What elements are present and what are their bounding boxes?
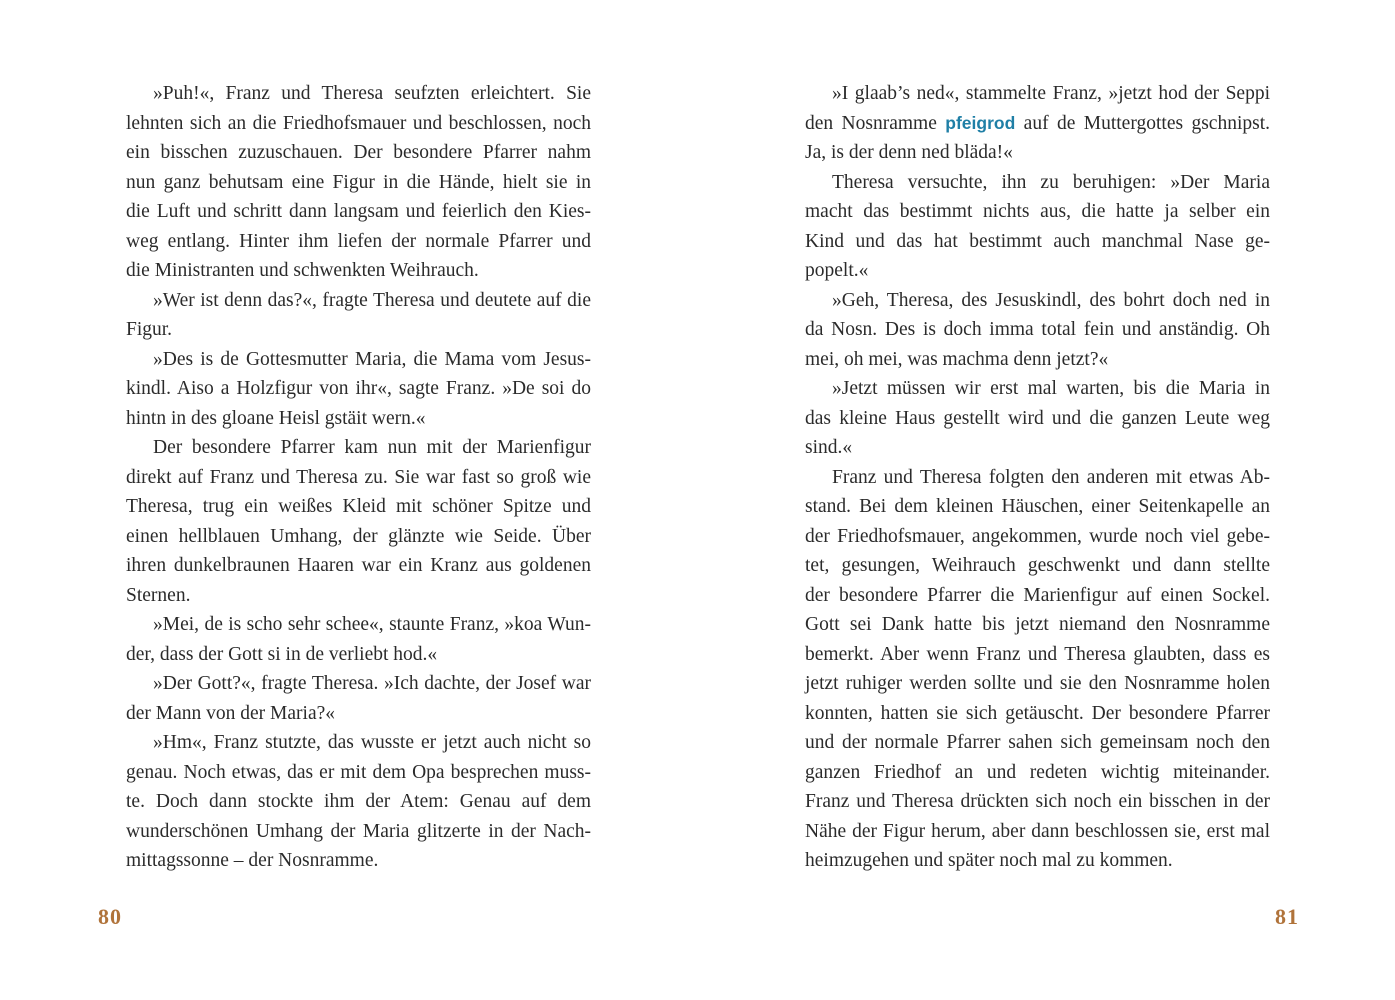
- text-line: konnten, hatten sie sich getäuscht. Der besondere Pfarrer: [805, 702, 1270, 724]
- text-line: lehnten sich an die Friedhofsmauer und beschlossen, noch: [126, 112, 591, 134]
- left-page: [0, 0, 697, 1000]
- text-line: Ja, is der denn ned bläda!«: [805, 142, 1013, 163]
- text-line: »Hm«, Franz stutzte, das wusste er jetzt auch nicht so: [153, 732, 591, 753]
- right-page: [697, 0, 1395, 1000]
- text-line: der Friedhofsmauer, angekommen, wurde noch viel gebe-: [805, 525, 1270, 547]
- text-line: popelt.«: [805, 260, 869, 281]
- text-line: jetzt ruhiger werden sollte und sie den Nosnramme holen: [805, 673, 1270, 694]
- text-line: kindl. Aiso a Holzfigur von ihr«, sagte Franz. »De soi do: [126, 378, 591, 399]
- text-line: »Wer ist denn das?«, fragte Theresa und deutete auf die: [153, 289, 591, 311]
- text-line: einen hellblauen Umhang, der glänzte wie Seide. Über: [126, 525, 591, 547]
- text-line: »Des is de Gottesmutter Maria, die Mama vom Jesus-: [153, 348, 591, 370]
- text-line: »Jetzt müssen wir erst mal warten, bis die Maria in: [832, 378, 1270, 399]
- text-segment: auf de Muttergottes gschnipst.: [1015, 112, 1270, 134]
- right-page-text: [805, 79, 1270, 876]
- text-line: der besondere Pfarrer die Marienfigur auf einen Sockel.: [805, 584, 1270, 606]
- text-line-with-highlight: [805, 109, 1270, 139]
- text-line: macht das bestimmt nichts aus, die hatte ja selber ein: [805, 201, 1270, 222]
- page-number-right: 81: [1275, 904, 1299, 929]
- left-page-text: [126, 79, 591, 876]
- text-line: »Geh, Theresa, des Jesuskindl, des bohrt doch ned in: [832, 289, 1270, 311]
- text-line: ganzen Friedhof an und redeten wichtig miteinander.: [805, 761, 1270, 783]
- text-line: das kleine Haus gestellt wird und die ganzen Leute weg: [805, 407, 1270, 429]
- text-line: direkt auf Franz und Theresa zu. Sie war fast so groß wie: [126, 466, 591, 488]
- text-line: Sternen.: [126, 584, 191, 606]
- text-line: sind.«: [805, 437, 853, 458]
- text-line: ein bisschen zuzuschauen. Der besondere Pfarrer nahm: [126, 142, 591, 163]
- text-line: die Ministranten und schwenkten Weihrauch.: [126, 260, 479, 281]
- page-number-left: 80: [98, 904, 122, 929]
- text-line: der Mann von der Maria?«: [126, 702, 336, 724]
- text-line: Figur.: [126, 319, 173, 340]
- text-line: die Luft und schritt dann langsam und feierlich den Kies-: [126, 201, 591, 222]
- text-line: »Puh!«, Franz und Theresa seufzten erleichtert. Sie: [153, 83, 591, 104]
- text-line: Gott sei Dank hatte bis jetzt niemand den Nosnramme: [805, 614, 1270, 635]
- text-line: hintn in des gloane Heisl gstäit wern.«: [126, 407, 426, 429]
- text-line: Kind und das hat bestimmt auch manchmal Nase ge-: [805, 230, 1270, 252]
- text-line: Theresa versuchte, ihn zu beruhigen: »Der Maria: [832, 171, 1270, 193]
- text-line: der, dass der Gott si in de verliebt hod.«: [126, 643, 438, 665]
- text-line: mei, oh mei, was machma denn jetzt?«: [805, 348, 1109, 370]
- text-segment: den Nosnramme: [805, 112, 946, 134]
- highlighted-word: pfeigrod: [945, 112, 1016, 133]
- text-line: nun ganz behutsam eine Figur in die Hände, hielt sie in: [126, 171, 591, 193]
- text-line: mittagssonne – der Nosnramme.: [126, 850, 379, 871]
- text-line: Nähe der Figur herum, aber dann beschlossen sie, erst mal: [805, 820, 1270, 842]
- text-line: tet, gesungen, Weihrauch geschwenkt und dann stellte: [805, 555, 1270, 576]
- text-line: »Der Gott?«, fragte Theresa. »Ich dachte, der Josef war: [153, 673, 591, 694]
- text-line: Franz und Theresa drückten sich noch ein bisschen in der: [805, 791, 1270, 812]
- text-line: »Mei, de is scho sehr schee«, staunte Franz, »koa Wun-: [153, 614, 591, 635]
- text-line: heimzugehen und später noch mal zu kommen.: [805, 850, 1173, 871]
- text-line: wunderschönen Umhang der Maria glitzerte in der Nach-: [126, 820, 591, 842]
- text-line: weg entlang. Hinter ihm liefen der normale Pfarrer und: [126, 230, 591, 252]
- text-line: Franz und Theresa folgten den anderen mit etwas Ab-: [832, 466, 1270, 488]
- text-line: bemerkt. Aber wenn Franz und Theresa glaubten, dass es: [805, 643, 1270, 665]
- text-line: Der besondere Pfarrer kam nun mit der Marienfigur: [153, 437, 591, 458]
- text-line: »I glaab’s ned«, stammelte Franz, »jetzt hod der Seppi: [832, 83, 1270, 104]
- text-line: stand. Bei dem kleinen Häuschen, einer Seitenkapelle an: [805, 496, 1270, 517]
- text-line: genau. Noch etwas, das er mit dem Opa besprechen muss-: [126, 761, 591, 783]
- text-line: ihren dunkelbraunen Haaren war ein Kranz aus goldenen: [126, 555, 591, 576]
- text-line: te. Doch dann stockte ihm der Atem: Genau auf dem: [126, 791, 591, 812]
- text-line: und der normale Pfarrer sahen sich gemeinsam noch den: [805, 732, 1270, 753]
- text-line: da Nosn. Des is doch imma total fein und anständig. Oh: [805, 319, 1270, 340]
- text-line: Theresa, trug ein weißes Kleid mit schöner Spitze und: [126, 496, 591, 517]
